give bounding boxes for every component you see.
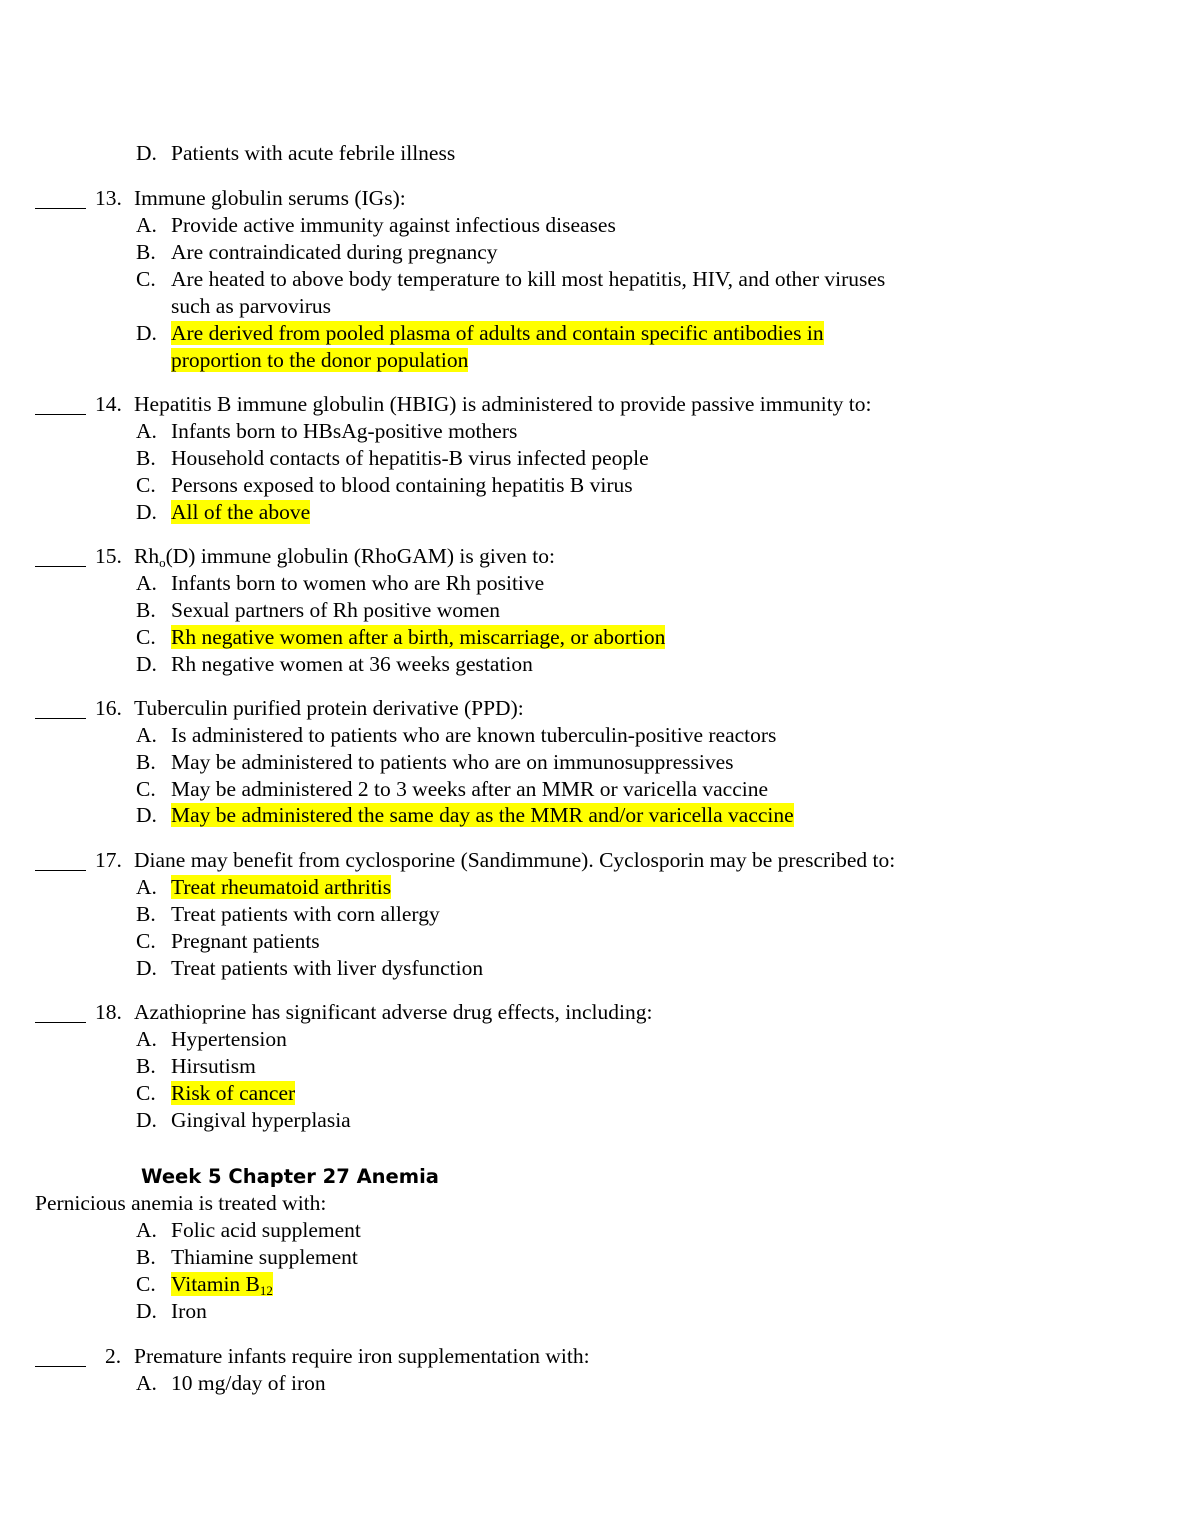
option-letter: C. (136, 473, 156, 497)
option-letter: B. (136, 598, 156, 622)
option-letter: C. (136, 267, 156, 291)
option-letter: A. (136, 1027, 157, 1051)
option-text: Infants born to women who are Rh positive (171, 571, 545, 595)
option-text: Pregnant patients (171, 929, 320, 953)
correct-answer-highlight: May be administered the same day as the MMR and/or varicella vaccine (171, 803, 794, 827)
option-text: Hypertension (171, 1027, 287, 1051)
option-letter: D. (136, 1108, 157, 1132)
answer-blank (35, 566, 86, 567)
correct-answer-highlight: proportion to the donor population (171, 348, 469, 372)
option-letter: D. (136, 803, 157, 827)
option-letter: D. (136, 141, 157, 165)
option-text: May be administered 2 to 3 weeks after an MMR or varicella vaccine (171, 777, 769, 801)
option-letter: B. (136, 750, 156, 774)
option-letter: A. (136, 1371, 157, 1395)
option-text: Patients with acute febrile illness (171, 141, 456, 165)
correct-answer-highlight: All of the above (171, 500, 311, 524)
option-letter: C. (136, 777, 156, 801)
option-text: Household contacts of hepatitis-B virus infected people (171, 446, 649, 470)
option-letter: C. (136, 929, 156, 953)
question-number: 15. (95, 544, 122, 568)
question-stem: Immune globulin serums (IGs): (134, 186, 406, 210)
question-number: 13. (95, 186, 122, 210)
correct-answer-highlight: Are derived from pooled plasma of adults and contain specific antibodies in (171, 321, 824, 345)
option-text: Treat patients with corn allergy (171, 902, 440, 926)
answer-blank (35, 1366, 86, 1367)
option-text: Provide active immunity against infectious diseases (171, 213, 616, 237)
option-letter: B. (136, 1245, 156, 1269)
option-letter: B. (136, 240, 156, 264)
option-letter: A. (136, 1218, 157, 1242)
option-text: May be administered to patients who are on immunosuppressives (171, 750, 734, 774)
option-text: Folic acid supplement (171, 1218, 361, 1242)
option-text: Hirsutism (171, 1054, 256, 1078)
option-text: Sexual partners of Rh positive women (171, 598, 501, 622)
option-text: Thiamine supplement (171, 1245, 358, 1269)
question-stem: Pernicious anemia is treated with: (35, 1191, 327, 1215)
question-stem: Hepatitis B immune globulin (HBIG) is administered to provide passive immunity to: (134, 392, 872, 416)
answer-blank (35, 1022, 86, 1023)
question-stem: $Rh_o(D)$ immune globulin (RhoGAM) is given to: (134, 544, 555, 570)
question-number: 14. (95, 392, 122, 416)
option-letter: C. (136, 625, 156, 649)
option-text: Rh negative women at 36 weeks gestation (171, 652, 533, 676)
option-text-continued: such as parvovirus (171, 294, 332, 318)
option-text: Are contraindicated during pregnancy (171, 240, 498, 264)
option-letter: C. (136, 1272, 156, 1296)
question-stem: Tuberculin purified protein derivative (PPD): (134, 696, 524, 720)
option-text: Infants born to HBsAg-positive mothers (171, 419, 518, 443)
question-stem: Diane may benefit from cyclosporine (Sandimmune). Cyclosporin may be prescribed to: (134, 848, 896, 872)
answer-blank (35, 870, 86, 871)
option-letter: B. (136, 446, 156, 470)
option-letter: B. (136, 1054, 156, 1078)
option-letter: D. (136, 956, 157, 980)
option-letter: A. (136, 213, 157, 237)
option-text: Persons exposed to blood containing hepatitis B virus (171, 473, 633, 497)
question-stem: Azathioprine has significant adverse drug effects, including: (134, 1000, 653, 1024)
answer-blank (35, 718, 86, 719)
option-text: Iron (171, 1299, 207, 1323)
option-letter: D. (136, 1299, 157, 1323)
answer-blank (35, 414, 86, 415)
option-letter: A. (136, 875, 157, 899)
answer-blank (35, 208, 86, 209)
option-text: 10 mg/day of iron (171, 1371, 326, 1395)
option-text: Gingival hyperplasia (171, 1108, 351, 1132)
question-number: 18. (95, 1000, 122, 1024)
question-number: 16. (95, 696, 122, 720)
option-text: Treat patients with liver dysfunction (171, 956, 484, 980)
correct-answer-highlight: Treat rheumatoid arthritis (171, 875, 392, 899)
section-heading: Week 5 Chapter 27 Anemia (141, 1165, 439, 1188)
option-letter: D. (136, 321, 157, 345)
correct-answer-highlight: Rh negative women after a birth, miscarriage, or abortion (171, 625, 666, 649)
option-letter: B. (136, 902, 156, 926)
option-letter: D. (136, 500, 157, 524)
correct-answer-highlight: Vitamin $B_{12}$ (171, 1272, 273, 1298)
correct-answer-highlight: Risk of cancer (171, 1081, 296, 1105)
option-text: Is administered to patients who are known tuberculin-positive reactors (171, 723, 777, 747)
option-text: Are heated to above body temperature to kill most hepatitis, HIV, and other viruses (171, 267, 886, 291)
option-letter: A. (136, 419, 157, 443)
question-number: 17. (95, 848, 122, 872)
option-letter: C. (136, 1081, 156, 1105)
option-letter: A. (136, 571, 157, 595)
option-letter: A. (136, 723, 157, 747)
question-stem: Premature infants require iron supplementation with: (134, 1344, 590, 1368)
option-letter: D. (136, 652, 157, 676)
question-number: 2. (105, 1344, 122, 1368)
